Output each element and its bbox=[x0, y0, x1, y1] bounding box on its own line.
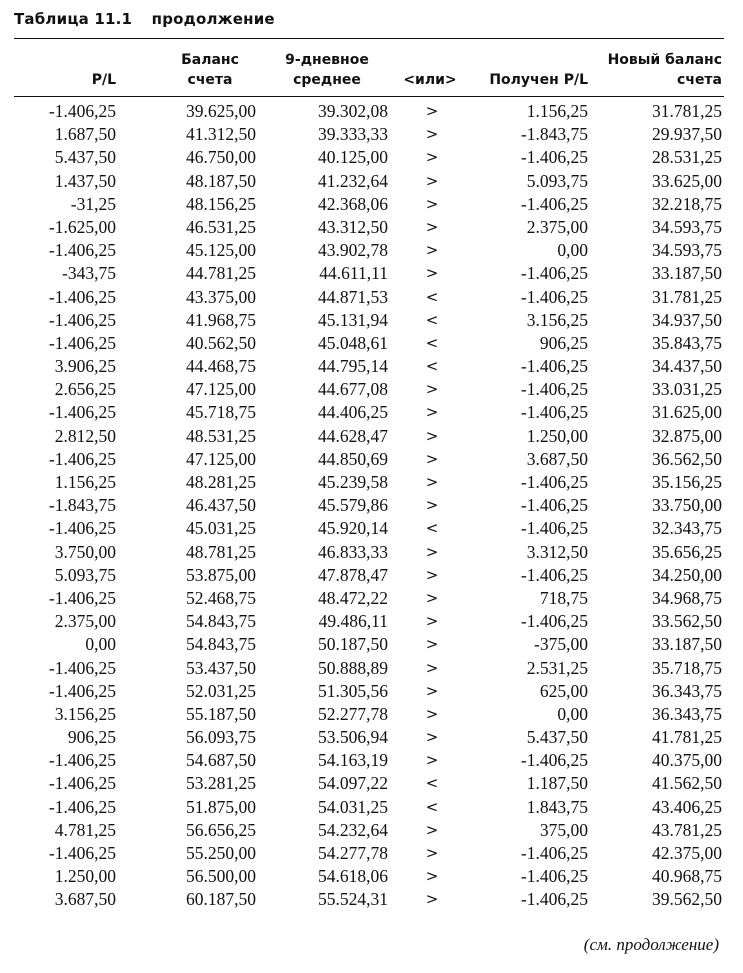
cell-new-balance: 33.750,00 bbox=[652, 495, 722, 516]
cell-pl: -1.406,25 bbox=[48, 843, 116, 863]
cell-average: 44.850,69 bbox=[318, 448, 388, 469]
table-row bbox=[0, 494, 743, 517]
cell-comparison: > bbox=[425, 194, 439, 213]
cell-received-pl: -1.406,25 bbox=[520, 379, 588, 400]
cell-received-pl: 5.437,50 bbox=[526, 727, 588, 748]
cell-comparison: < bbox=[425, 310, 439, 329]
cell-average: 44.677,08 bbox=[318, 379, 388, 400]
cell-new-balance: 42.375,00 bbox=[652, 843, 722, 863]
cell-pl: 5.093,75 bbox=[54, 564, 116, 585]
cell-pl: 1.250,00 bbox=[54, 866, 116, 887]
cell-average: 47.878,47 bbox=[318, 564, 388, 585]
cell-comparison: > bbox=[425, 751, 439, 770]
cell-received-pl: 625,00 bbox=[539, 680, 588, 701]
table-row bbox=[0, 239, 743, 262]
cell-balance: 40.562,50 bbox=[186, 332, 256, 353]
cell-comparison: < bbox=[425, 797, 439, 816]
cell-balance: 53.281,25 bbox=[186, 773, 256, 794]
table-row bbox=[0, 587, 743, 610]
header-received-pl-line: Получен P/L bbox=[489, 72, 588, 88]
cell-new-balance: 35.156,25 bbox=[652, 472, 722, 492]
cell-comparison: > bbox=[425, 171, 439, 190]
cell-pl: -343,75 bbox=[62, 263, 116, 284]
table-row bbox=[0, 471, 743, 494]
cell-average: 45.131,94 bbox=[318, 309, 388, 330]
cell-average: 54.232,64 bbox=[318, 819, 388, 840]
table-row bbox=[0, 680, 743, 703]
header-9-day-average-line-1: 9-дневное bbox=[285, 52, 369, 68]
cell-pl: -1.406,25 bbox=[48, 796, 116, 817]
cell-comparison: > bbox=[425, 403, 439, 422]
cell-pl: -31,25 bbox=[70, 193, 116, 214]
table-row bbox=[0, 517, 743, 540]
table-row bbox=[0, 286, 743, 309]
cell-balance: 52.468,75 bbox=[186, 587, 256, 608]
cell-average: 44.611,11 bbox=[319, 263, 388, 284]
cell-comparison: > bbox=[425, 681, 439, 700]
header-9-day-average bbox=[272, 50, 382, 90]
cell-balance: 53.875,00 bbox=[186, 564, 256, 585]
cell-comparison: > bbox=[425, 542, 439, 561]
cell-received-pl: -1.406,25 bbox=[520, 356, 588, 377]
cell-received-pl: -1.406,25 bbox=[520, 611, 588, 632]
cell-pl: -1.625,00 bbox=[48, 216, 116, 237]
cell-comparison: > bbox=[425, 241, 439, 260]
cell-new-balance: 32.875,00 bbox=[652, 425, 722, 446]
cell-pl: 4.781,25 bbox=[54, 819, 116, 840]
cell-comparison: > bbox=[425, 496, 439, 515]
cell-new-balance: 36.343,75 bbox=[652, 703, 722, 724]
header-account-balance-line-2: счета bbox=[187, 72, 233, 88]
cell-new-balance: 36.343,75 bbox=[652, 680, 722, 701]
cell-pl: 2.375,00 bbox=[54, 611, 116, 632]
cell-average: 52.277,78 bbox=[318, 703, 388, 724]
cell-comparison: > bbox=[425, 380, 439, 399]
cell-pl: 0,00 bbox=[85, 634, 116, 655]
cell-balance: 51.875,00 bbox=[186, 796, 256, 817]
cell-pl: -1.406,25 bbox=[48, 773, 116, 794]
cell-comparison: > bbox=[425, 844, 439, 862]
table-row bbox=[0, 332, 743, 355]
cell-received-pl: 0,00 bbox=[557, 703, 588, 724]
cell-balance: 44.781,25 bbox=[186, 263, 256, 284]
cell-average: 54.163,19 bbox=[318, 750, 388, 771]
cell-pl: -1.406,25 bbox=[48, 657, 116, 678]
cell-balance: 48.781,25 bbox=[186, 541, 256, 562]
cell-pl: -1.406,25 bbox=[48, 750, 116, 771]
cell-comparison: > bbox=[425, 102, 439, 120]
cell-new-balance: 36.562,50 bbox=[652, 448, 722, 469]
cell-balance: 54.843,75 bbox=[186, 634, 256, 655]
table-row bbox=[0, 541, 743, 564]
header-account-balance bbox=[160, 50, 260, 90]
cell-received-pl: 1.156,25 bbox=[526, 101, 588, 121]
table-row bbox=[0, 309, 743, 332]
cell-average: 44.628,47 bbox=[318, 425, 388, 446]
table-row bbox=[0, 819, 743, 842]
cell-comparison: > bbox=[425, 612, 439, 631]
table-row bbox=[0, 657, 743, 680]
cell-comparison: < bbox=[425, 519, 439, 538]
cell-new-balance: 39.562,50 bbox=[652, 889, 722, 910]
table-row bbox=[0, 401, 743, 424]
cell-balance: 53.437,50 bbox=[186, 657, 256, 678]
cell-received-pl: 375,00 bbox=[539, 819, 588, 840]
header-new-balance-line-1: Новый баланс bbox=[607, 52, 722, 68]
cell-new-balance: 31.781,25 bbox=[652, 286, 722, 307]
table-row bbox=[0, 193, 743, 216]
cell-balance: 52.031,25 bbox=[186, 680, 256, 701]
cell-average: 55.524,31 bbox=[318, 889, 388, 910]
cell-average: 44.795,14 bbox=[318, 356, 388, 377]
cell-pl: 3.156,25 bbox=[54, 703, 116, 724]
cell-new-balance: 34.937,50 bbox=[652, 309, 722, 330]
cell-new-balance: 33.031,25 bbox=[652, 379, 722, 400]
cell-pl: 3.687,50 bbox=[54, 889, 116, 910]
table-row bbox=[0, 146, 743, 169]
cell-balance: 43.375,00 bbox=[186, 286, 256, 307]
cell-new-balance: 32.343,75 bbox=[652, 518, 722, 539]
cell-pl: -1.406,25 bbox=[48, 587, 116, 608]
cell-new-balance: 29.937,50 bbox=[652, 124, 722, 145]
table-caption-label: Таблица 11.1 bbox=[14, 10, 133, 28]
cell-pl: 1.687,50 bbox=[54, 124, 116, 145]
cell-balance: 56.500,00 bbox=[186, 866, 256, 887]
cell-pl: 1.437,50 bbox=[54, 170, 116, 191]
cell-pl: -1.406,25 bbox=[48, 402, 116, 423]
cell-new-balance: 40.375,00 bbox=[652, 750, 722, 771]
cell-comparison: > bbox=[425, 588, 439, 607]
table-body bbox=[0, 100, 743, 912]
cell-received-pl: -1.406,25 bbox=[520, 286, 588, 307]
cell-balance: 41.968,75 bbox=[186, 309, 256, 330]
cell-received-pl: -1.406,25 bbox=[520, 193, 588, 214]
cell-pl: 906,25 bbox=[67, 727, 116, 748]
cell-pl: 2.656,25 bbox=[54, 379, 116, 400]
cell-received-pl: 1.250,00 bbox=[526, 425, 588, 446]
cell-balance: 46.531,25 bbox=[186, 216, 256, 237]
cell-received-pl: -1.406,25 bbox=[520, 750, 588, 771]
cell-comparison: > bbox=[425, 867, 439, 886]
cell-new-balance: 34.437,50 bbox=[652, 356, 722, 377]
cell-average: 54.097,22 bbox=[318, 773, 388, 794]
cell-balance: 39.625,00 bbox=[186, 101, 256, 121]
cell-average: 48.472,22 bbox=[318, 587, 388, 608]
cell-balance: 41.312,50 bbox=[186, 124, 256, 145]
cell-comparison: > bbox=[425, 635, 439, 654]
cell-received-pl: -1.406,25 bbox=[520, 263, 588, 284]
cell-new-balance: 33.187,50 bbox=[652, 263, 722, 284]
cell-average: 53.506,94 bbox=[318, 727, 388, 748]
cell-comparison: > bbox=[425, 449, 439, 468]
cell-new-balance: 32.218,75 bbox=[652, 193, 722, 214]
table-row bbox=[0, 425, 743, 448]
table-row bbox=[0, 610, 743, 633]
cell-balance: 60.187,50 bbox=[186, 889, 256, 910]
header-top-rule bbox=[14, 38, 724, 39]
cell-received-pl: 2.375,00 bbox=[526, 216, 588, 237]
table-row bbox=[0, 796, 743, 819]
cell-balance: 48.156,25 bbox=[186, 193, 256, 214]
cell-comparison: > bbox=[425, 820, 439, 839]
cell-average: 54.277,78 bbox=[318, 843, 388, 863]
cell-received-pl: 3.156,25 bbox=[526, 309, 588, 330]
table-row bbox=[0, 865, 743, 888]
cell-pl: -1.406,25 bbox=[48, 309, 116, 330]
table-row bbox=[0, 378, 743, 401]
header-new-balance-line-2: счета bbox=[677, 72, 722, 88]
header-pl bbox=[92, 70, 116, 90]
cell-received-pl: 1.187,50 bbox=[526, 773, 588, 794]
table-caption-note: продолжение bbox=[151, 10, 275, 28]
cell-average: 51.305,56 bbox=[318, 680, 388, 701]
table-row bbox=[0, 888, 743, 911]
cell-received-pl: -1.406,25 bbox=[520, 889, 588, 910]
header-new-balance bbox=[608, 50, 722, 90]
cell-received-pl: 718,75 bbox=[539, 587, 588, 608]
cell-average: 54.031,25 bbox=[318, 796, 388, 817]
cell-average: 44.406,25 bbox=[318, 402, 388, 423]
cell-average: 40.125,00 bbox=[318, 147, 388, 168]
cell-balance: 46.437,50 bbox=[186, 495, 256, 516]
cell-new-balance: 34.968,75 bbox=[652, 587, 722, 608]
cell-average: 41.232,64 bbox=[318, 170, 388, 191]
cell-comparison: > bbox=[425, 426, 439, 445]
cell-pl: -1.406,25 bbox=[48, 332, 116, 353]
cell-pl: 3.906,25 bbox=[54, 356, 116, 377]
table-row bbox=[0, 170, 743, 193]
cell-new-balance: 43.781,25 bbox=[652, 819, 722, 840]
cell-received-pl: 0,00 bbox=[557, 240, 588, 261]
cell-average: 50.888,89 bbox=[318, 657, 388, 678]
cell-received-pl: -1.406,25 bbox=[520, 147, 588, 168]
cell-new-balance: 33.187,50 bbox=[652, 634, 722, 655]
cell-comparison: > bbox=[425, 217, 439, 236]
cell-balance: 47.125,00 bbox=[186, 448, 256, 469]
cell-received-pl: -1.406,25 bbox=[520, 866, 588, 887]
cell-comparison: > bbox=[425, 264, 439, 283]
cell-received-pl: 906,25 bbox=[539, 332, 588, 353]
table-row bbox=[0, 726, 743, 749]
cell-received-pl: 3.312,50 bbox=[526, 541, 588, 562]
cell-balance: 54.843,75 bbox=[186, 611, 256, 632]
table-row bbox=[0, 842, 743, 865]
cell-new-balance: 33.562,50 bbox=[652, 611, 722, 632]
cell-received-pl: -1.406,25 bbox=[520, 843, 588, 863]
cell-comparison: > bbox=[425, 704, 439, 723]
cell-received-pl: -1.406,25 bbox=[520, 402, 588, 423]
cell-comparison: < bbox=[425, 333, 439, 352]
cell-balance: 45.125,00 bbox=[186, 240, 256, 261]
cell-balance: 54.687,50 bbox=[186, 750, 256, 771]
cell-new-balance: 43.406,25 bbox=[652, 796, 722, 817]
cell-average: 45.048,61 bbox=[318, 332, 388, 353]
cell-new-balance: 35.656,25 bbox=[652, 541, 722, 562]
cell-received-pl: -1.406,25 bbox=[520, 472, 588, 492]
cell-average: 45.920,14 bbox=[318, 518, 388, 539]
cell-received-pl: -1.406,25 bbox=[520, 495, 588, 516]
cell-average: 49.486,11 bbox=[318, 611, 388, 632]
cell-new-balance: 35.718,75 bbox=[652, 657, 722, 678]
cell-balance: 46.750,00 bbox=[186, 147, 256, 168]
cell-received-pl: 3.687,50 bbox=[526, 448, 588, 469]
header-account-balance-line-1: Баланс bbox=[181, 52, 239, 68]
cell-average: 45.239,58 bbox=[318, 472, 388, 492]
cell-comparison: > bbox=[425, 473, 439, 491]
header-bottom-rule bbox=[14, 96, 724, 97]
cell-new-balance: 40.968,75 bbox=[652, 866, 722, 887]
table-row bbox=[0, 564, 743, 587]
cell-new-balance: 33.625,00 bbox=[652, 170, 722, 191]
cell-new-balance: 28.531,25 bbox=[652, 147, 722, 168]
cell-pl: -1.406,25 bbox=[48, 101, 116, 121]
cell-average: 43.902,78 bbox=[318, 240, 388, 261]
cell-average: 39.333,33 bbox=[318, 124, 388, 145]
cell-comparison: > bbox=[425, 125, 439, 144]
cell-balance: 44.468,75 bbox=[186, 356, 256, 377]
cell-received-pl: -1.843,75 bbox=[520, 124, 588, 145]
cell-balance: 55.250,00 bbox=[186, 843, 256, 863]
cell-comparison: < bbox=[425, 357, 439, 376]
cell-pl: 2.812,50 bbox=[54, 425, 116, 446]
table-row bbox=[0, 772, 743, 795]
cell-received-pl: 2.531,25 bbox=[526, 657, 588, 678]
cell-new-balance: 34.593,75 bbox=[652, 216, 722, 237]
cell-pl: -1.406,25 bbox=[48, 518, 116, 539]
table-row bbox=[0, 448, 743, 471]
continued-note: (см. продолжение) bbox=[583, 935, 719, 954]
cell-comparison: > bbox=[425, 565, 439, 584]
cell-pl: 5.437,50 bbox=[54, 147, 116, 168]
table-row bbox=[0, 633, 743, 656]
cell-pl: -1.406,25 bbox=[48, 240, 116, 261]
cell-received-pl: -375,00 bbox=[534, 634, 588, 655]
table-row bbox=[0, 100, 743, 123]
cell-average: 39.302,08 bbox=[318, 101, 388, 121]
cell-average: 54.618,06 bbox=[318, 866, 388, 887]
cell-comparison: > bbox=[425, 890, 439, 909]
cell-received-pl: 5.093,75 bbox=[526, 170, 588, 191]
cell-new-balance: 31.781,25 bbox=[652, 101, 722, 121]
cell-balance: 56.093,75 bbox=[186, 727, 256, 748]
cell-balance: 55.187,50 bbox=[186, 703, 256, 724]
table-header bbox=[0, 46, 743, 92]
cell-new-balance: 34.250,00 bbox=[652, 564, 722, 585]
cell-balance: 45.718,75 bbox=[186, 402, 256, 423]
table-row bbox=[0, 216, 743, 239]
cell-pl: 3.750,00 bbox=[54, 541, 116, 562]
cell-pl: -1.406,25 bbox=[48, 286, 116, 307]
cell-received-pl: -1.406,25 bbox=[520, 518, 588, 539]
cell-average: 42.368,06 bbox=[318, 193, 388, 214]
cell-comparison: > bbox=[425, 658, 439, 677]
cell-comparison: > bbox=[425, 148, 439, 167]
cell-pl: -1.406,25 bbox=[48, 448, 116, 469]
header-comparison-line: <или> bbox=[403, 72, 457, 88]
cell-balance: 48.187,50 bbox=[186, 170, 256, 191]
cell-comparison: < bbox=[425, 774, 439, 793]
cell-new-balance: 31.625,00 bbox=[652, 402, 722, 423]
header-pl-line: P/L bbox=[91, 72, 116, 88]
table-row bbox=[0, 749, 743, 772]
cell-received-pl: -1.406,25 bbox=[520, 564, 588, 585]
table-row bbox=[0, 355, 743, 378]
table-row bbox=[0, 262, 743, 285]
header-9-day-average-line-2: среднее bbox=[293, 72, 361, 88]
cell-new-balance: 34.593,75 bbox=[652, 240, 722, 261]
table-row bbox=[0, 703, 743, 726]
header-received-pl bbox=[489, 70, 588, 90]
cell-new-balance: 35.843,75 bbox=[652, 332, 722, 353]
cell-average: 46.833,33 bbox=[318, 541, 388, 562]
cell-balance: 56.656,25 bbox=[186, 819, 256, 840]
cell-balance: 45.031,25 bbox=[186, 518, 256, 539]
cell-comparison: < bbox=[425, 287, 439, 306]
cell-average: 43.312,50 bbox=[318, 216, 388, 237]
cell-new-balance: 41.781,25 bbox=[652, 727, 722, 748]
table-row bbox=[0, 123, 743, 146]
cell-pl: 1.156,25 bbox=[54, 472, 116, 492]
cell-average: 50.187,50 bbox=[318, 634, 388, 655]
cell-new-balance: 41.562,50 bbox=[652, 773, 722, 794]
cell-balance: 48.281,25 bbox=[186, 472, 256, 492]
cell-pl: -1.406,25 bbox=[48, 680, 116, 701]
cell-average: 44.871,53 bbox=[318, 286, 388, 307]
cell-balance: 47.125,00 bbox=[186, 379, 256, 400]
header-comparison bbox=[390, 70, 470, 90]
cell-comparison: > bbox=[425, 728, 439, 747]
cell-average: 45.579,86 bbox=[318, 495, 388, 516]
cell-pl: -1.843,75 bbox=[48, 495, 116, 516]
table-caption bbox=[14, 10, 275, 28]
cell-received-pl: 1.843,75 bbox=[526, 796, 588, 817]
cell-balance: 48.531,25 bbox=[186, 425, 256, 446]
